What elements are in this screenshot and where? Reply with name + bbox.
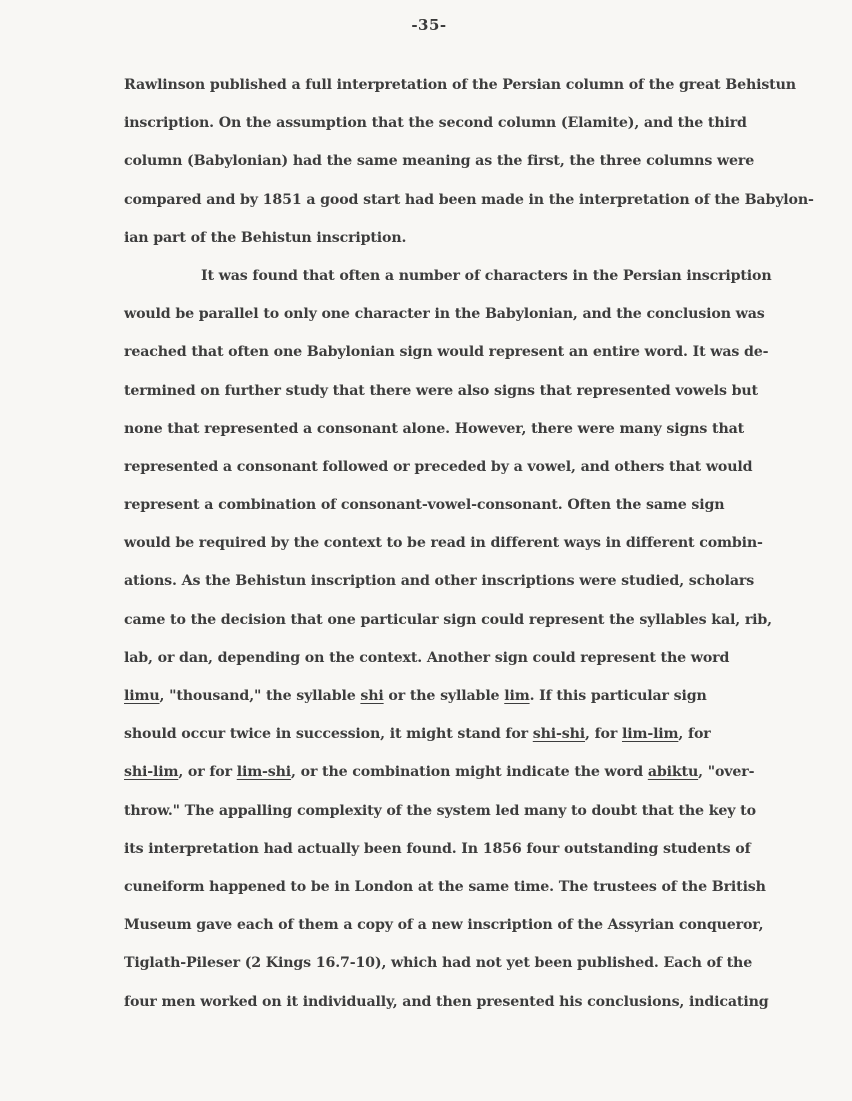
underlined-term: limu	[124, 688, 160, 704]
text-line: compared and by 1851 a good start had been made in the interpretation of the Babylon-	[124, 191, 814, 208]
text-run: should occur twice in succession, it might stand for	[124, 726, 533, 743]
text-run: . If this particular sign	[529, 688, 707, 704]
text-line: termined on further study that there were also signs that represented vowels but	[124, 382, 758, 399]
text-run: , for	[585, 726, 622, 743]
underlined-term: lim-shi	[236, 764, 292, 781]
text-line: represent a combination of consonant-vowel-consonant. Often the same sign	[124, 497, 725, 514]
text-run: or the syllable	[383, 688, 505, 704]
body-text	[124, 72, 824, 1027]
underlined-term: lim	[504, 688, 530, 704]
text-line: Rawlinson published a full interpretation of the Persian column of the great Behistun	[124, 77, 796, 93]
text-line: none that represented a consonant alone. However, there were many signs that	[124, 420, 745, 437]
text-line: Museum gave each of them a copy of a new inscription of the Assyrian conqueror,	[124, 917, 764, 934]
text-line: cuneiform happened to be in London at the same time. The trustees of the British	[124, 878, 766, 895]
underlined-term: shi	[360, 688, 384, 704]
text-line: inscription. On the assumption that the second column (Elamite), and the third	[124, 115, 747, 132]
underlined-term: abiktu	[647, 764, 699, 781]
text-run: , for	[678, 726, 711, 743]
text-line: lab, or dan, depending on the context. Another sign could represent the word	[124, 649, 730, 666]
text-line: ations. As the Behistun inscription and other inscriptions were studied, scholars	[124, 573, 755, 590]
text-line: throw." The appalling complexity of the system led many to doubt that the key to	[124, 802, 756, 819]
underlined-term: shi-shi	[532, 726, 586, 743]
underlined-term: lim-lim	[621, 726, 679, 743]
paragraph-start-line: It was found that often a number of characters in the Persian inscription	[201, 267, 772, 284]
text-line: reached that often one Babylonian sign would represent an entire word. It was de-	[124, 344, 769, 361]
text-line: would be required by the context to be read in different ways in different combin-	[124, 535, 763, 552]
text-run: , or the combination might indicate the word	[291, 764, 648, 781]
text-line: would be parallel to only one character in the Babylonian, and the conclusion was	[124, 306, 765, 323]
text-line: four men worked on it individually, and then presented his conclusions, indicating	[124, 993, 769, 1010]
text-line: Tiglath-Pileser (2 Kings 16.7-10), which had not yet been published. Each of the	[124, 955, 753, 972]
text-line	[124, 759, 824, 797]
text-line: column (Babylonian) had the same meaning as the first, the three columns were	[124, 153, 755, 170]
text-line: represented a consonant followed or preceded by a vowel, and others that would	[124, 458, 753, 475]
text-run: , "over-	[698, 764, 755, 781]
text-line: came to the decision that one particular sign could represent the syllables kal, rib,	[124, 611, 772, 628]
text-line: its interpretation had actually been found. In 1856 four outstanding students of	[124, 840, 751, 857]
underlined-term: shi-lim	[124, 764, 179, 781]
text-run: , "thousand," the syllable	[159, 688, 361, 704]
text-line	[124, 721, 824, 759]
text-line: ian part of the Behistun inscription.	[124, 229, 407, 246]
text-run: , or for	[178, 764, 237, 781]
text-line	[124, 683, 824, 721]
page-number: -35-	[411, 16, 447, 34]
